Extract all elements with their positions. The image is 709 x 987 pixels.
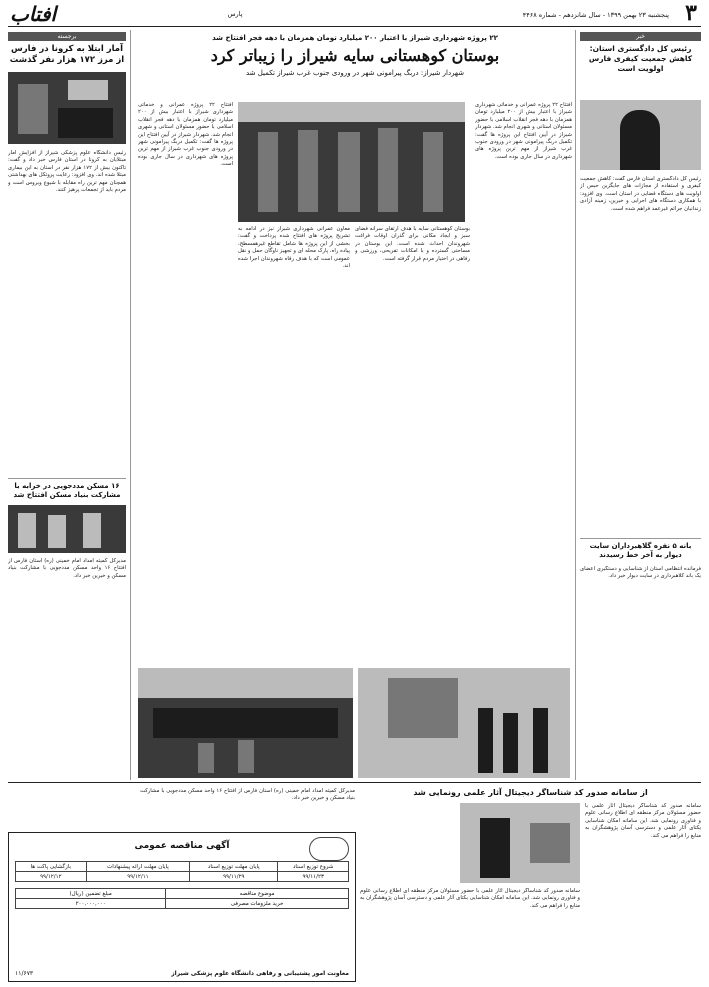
left-kicker: برجسته — [8, 32, 126, 41]
ad-subject-table — [15, 888, 349, 909]
right-headline-2: بانه ۵ نفره گلاهبرداران سایت دیوار به آخر خط رسیدند — [589, 542, 692, 559]
ad-row-label: موضوع مناقصه — [166, 889, 349, 899]
right-column — [580, 32, 701, 77]
left-body-2: مدیرکل کمیته امداد امام خمینی (ره) استان فارس از افتتاح ۱۶ واحد مسکن مددجویی با مشارکت بنیاد مسکن و خیرین خبر داد. — [8, 558, 126, 579]
tender-ad — [8, 832, 356, 982]
ad-issuer: معاونت امور پشتیبانی و رفاهی دانشگاه علوم پزشکی شیراز — [171, 970, 349, 977]
left-rule — [8, 478, 126, 479]
ad-date: ۹۹/۱۱/۲۹ — [190, 872, 278, 882]
lead-kicker: ۲۲ پروژه شهرداری شیراز با اعتبار ۲۰۰ میلیارد تومان همزمان با دهه فجر افتتاح شد — [212, 34, 498, 42]
issue-line: پنجشنبه ۲۳ بهمن ۱۳۹۹ - سال شانزدهم - شماره ۴۴۶۸ — [522, 11, 669, 19]
right-body-2: فرمانده انتظامی استان از شناسایی و دستگیری اعضای یک باند کلاهبرداری در سایت دیوار خبر داد. — [580, 566, 701, 580]
lead-body-d: افتتاح ۲۲ پروژه عمرانی و خدماتی شهرداری شیراز با اعتبار بیش از ۲۰۰ میلیارد تومان همزمان با دهه فجر انقلاب اسلامی با حضور مسئولان استانی و شهری انجام شد. شهردار شیراز در آیین افتتاح این پروژه ها گفت: تکمیل دربگ پیرامونی شهر در ورودی جنوب غرب شیراز از مهم ترین پروژه های شهرداری در سال جاری بوده است. — [138, 102, 233, 168]
lead-photo-audience — [138, 668, 353, 778]
left-headline-2: ۱۶ مسکن مددجویی در خرابه با مشارکت بنیاد مسکن افتتاح شد — [13, 482, 121, 499]
ad-ref: ۱۱/۶۷۳ — [15, 970, 34, 977]
bottom-headline: از سامانه صدور کد شناساگر دیجیتال آثار علمی رونمایی شد — [413, 788, 648, 797]
right-kicker: خبر — [580, 32, 701, 41]
lead-story — [140, 34, 570, 77]
ad-date: ۹۹/۱۱/۲۳ — [278, 872, 349, 882]
ad-header: بازگشایی پاکت ها — [16, 862, 87, 872]
right-body: رئیس کل دادگستری استان فارس گفت: کاهش جمعیت کیفری و استفاده از مجازات های جایگزین حبس از اولویت های دستگاه قضایی در استان است. وی افزود: با همکاری دستگاه های اجرایی و خیرین، زمینه آزادی زندانیان جرائم غیرعمد فراهم شده است. — [580, 176, 701, 212]
lead-photo-unveiling — [358, 668, 570, 778]
left-body: رئیس دانشگاه علوم پزشکی شیراز از افزایش آمار مبتلایان به کرونا در استان فارس خبر داد و گفت: تاکنون بیش از ۱۷۲ هزار نفر در استان به این بیماری مبتلا شده اند. وی افزود: رعایت پروتکل های بهداشتی همچنان مهم ترین راه مقابله با شیوع ویروس است و مردم باید از تجمعات پرهیز کنند. — [8, 150, 126, 194]
bottom-rule — [8, 782, 701, 783]
right-headline: رئیس کل دادگستری استان: کاهش جمعیت کیفری فارس اولویت است — [588, 44, 693, 73]
masthead-rule — [8, 26, 701, 27]
ad-deposit-value: ۲۰۰,۰۰۰,۰۰۰ — [16, 899, 166, 909]
ad-date: ۹۹/۱۲/۱۱ — [86, 872, 190, 882]
lead-body-b: بوستان کوهستانی سایه با هدف ارتقای سرانه فضای سبز و ایجاد مکانی برای گذران اوقات فراغت شهروندان احداث شده است. این بوستان در مساحتی گسترده و با امکانات تفریحی، ورزشی و رفاهی در اختیار مردم قرار گرفته است. — [355, 226, 470, 262]
section-label: پارس — [227, 10, 243, 18]
ad-header: پایان مهلت توزیع اسناد — [190, 862, 278, 872]
bottom-body-b: سامانه صدور کد شناساگر دیجیتال آثار علمی با حضور مسئولان مرکز منطقه ای اطلاع رسانی علوم و فناوری رونمایی شد. این سامانه امکان شناسایی یکتای آثار علمی و دسترسی آسان پژوهشگران به منابع را فراهم می کند. — [360, 888, 580, 909]
column-divider — [130, 30, 131, 780]
bottom-photo — [460, 803, 580, 883]
bottom-body: سامانه صدور کد شناساگر دیجیتال آثار علمی با حضور مسئولان مرکز منطقه ای اطلاع رسانی علوم و فناوری رونمایی شد. این سامانه امکان شناسایی یکتای آثار علمی و دسترسی آسان پژوهشگران به منابع را فراهم می کند. — [585, 803, 701, 839]
lead-subhead: شهردار شیراز: دربگ پیرامونی شهر در ورودی جنوب غرب شیراز تکمیل شد — [245, 69, 465, 77]
left-photo-2 — [8, 505, 126, 553]
masthead-logo: افتاب — [10, 2, 57, 26]
ad-deposit-label: مبلغ تضمین (ریال) — [16, 889, 166, 899]
column-divider — [575, 30, 576, 780]
left-headline: آمار ابتلا به کرونا در فارس از مرز ۱۷۲ هزار نفر گذشت — [9, 44, 125, 65]
ad-header: پایان مهلت ارائه پیشنهادات — [86, 862, 190, 872]
lead-headline: بوستان کوهستانی سایه شیراز را زیباتر کرد — [210, 46, 500, 65]
ad-schedule-table — [15, 861, 349, 882]
lead-body-c: معاون عمرانی شهرداری شیراز نیز در ادامه به تشریح پروژه های افتتاح شده پرداخت و گفت: بخشی از این پروژه ها شامل تقاطع غیرهمسطح، پیاده راه، پارک محله ای و تجهیز ناوگان حمل و نقل عمومی است که با هدف رفاه شهروندان اجرا شده اند. — [238, 226, 350, 270]
university-emblem-icon — [309, 837, 349, 861]
left-column — [8, 32, 126, 69]
lead-photo-ribbon — [238, 102, 465, 222]
left-photo — [8, 72, 126, 144]
right-photo-portrait — [580, 100, 701, 170]
bottom-body-c: مدیرکل کمیته امداد امام خمینی (ره) استان فارس از افتتاح ۱۶ واحد مسکن مددجویی با مشارکت بنیاد مسکن و خیرین خبر داد. — [140, 788, 355, 802]
ad-header: شروع توزیع اسناد — [278, 862, 349, 872]
ad-date: ۹۹/۱۲/۱۲ — [16, 872, 87, 882]
ad-row-value: خرید ملزومات مصرفی — [166, 899, 349, 909]
right-rule — [580, 538, 701, 539]
page-number: ۳ — [685, 0, 697, 26]
ad-title: آگهی مناقصه عمومی — [134, 841, 230, 851]
lead-body-a: افتتاح ۲۲ پروژه عمرانی و خدماتی شهرداری شیراز با اعتبار بیش از ۲۰۰ میلیارد تومان همزمان با دهه فجر انقلاب اسلامی با حضور مسئولان استانی و شهری انجام شد. شهردار شیراز در آیین افتتاح این پروژه ها گفت: تکمیل دربگ پیرامونی شهر در ورودی جنوب غرب شیراز از مهم ترین پروژه های شهرداری در سال جاری بوده است. — [475, 102, 572, 160]
